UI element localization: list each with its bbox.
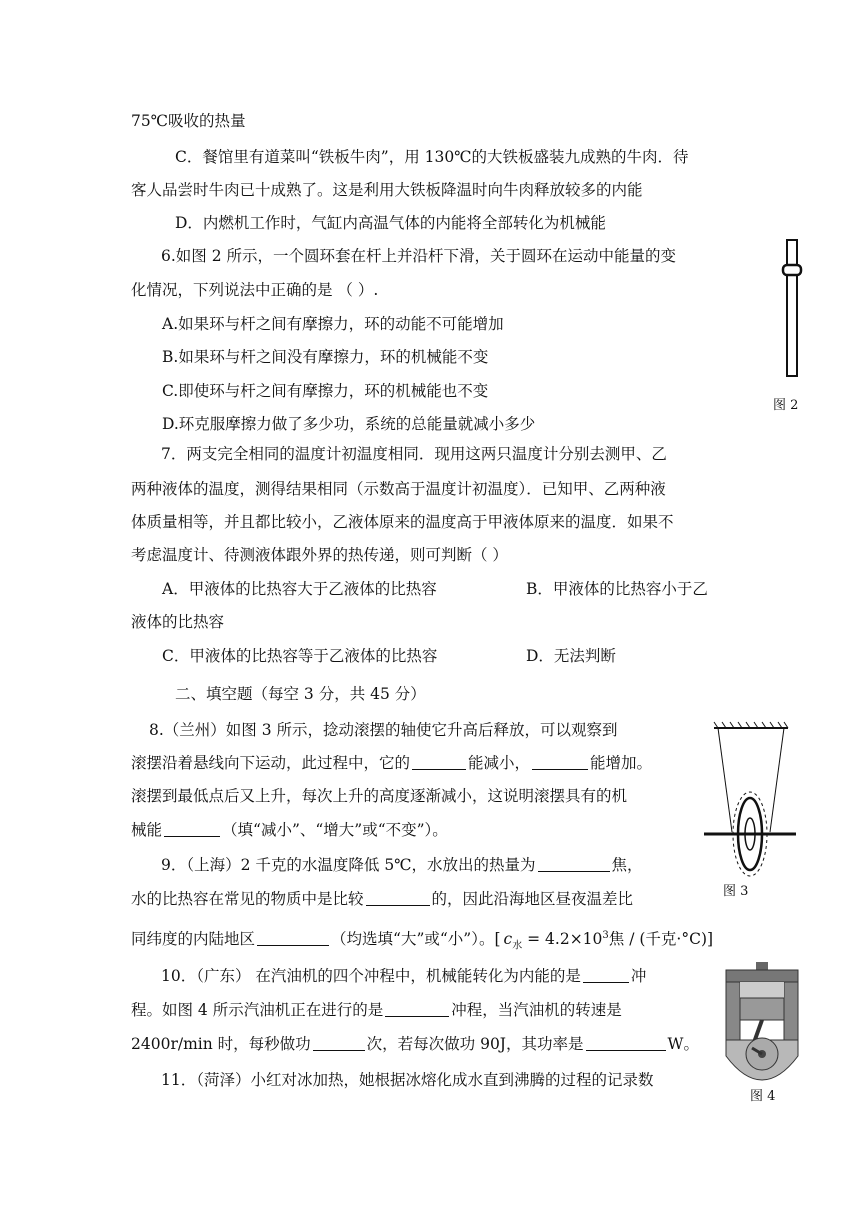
answer-blank[interactable] [366,890,430,906]
text-line: 滚摆到最低点后又上升，每次上升的高度逐渐减小，这说明滚摆具有的机 [131,787,628,805]
formula-c: c [503,930,513,949]
question-10: 10．（广东） 在汽油机的四个冲程中，机械能转化为内能的是 冲 [161,967,647,985]
question-10-line2: 程。如图 4 所示汽油机正在进行的是 冲程，当汽油机的转速是 [131,1001,622,1019]
question-7: 7．两支完全相同的温度计初温度相同．现用这两只温度计分别去测甲、乙 [161,445,667,463]
option-c-7: C．甲液体的比热容等于乙液体的比热容 [162,647,438,665]
text-line: 客人品尝时牛肉已十成熟了。这是利用大铁板降温时向牛肉释放较多的内能 [131,181,643,199]
answer-blank[interactable] [257,930,329,946]
option-c-5: C．餐馆里有道菜叫“铁板牛肉”，用 130℃的大铁板盛装九成熟的牛肉．待 [175,148,689,166]
question-9-line3: 同纬度的内陆地区 （均选填“大”或“小”）。[ $c_水 = 4.2\times 10^3$焦 / (千克·°C)] [131,930,714,952]
answer-blank[interactable] [412,754,466,770]
option-d-5: D．内燃机工作时，气缸内高温气体的内能将全部转化为机械能 [175,214,606,232]
answer-blank[interactable] [532,754,588,770]
answer-blank[interactable] [313,1035,365,1051]
formula-unit: 焦 / (千克·°C) [608,930,707,949]
option-a-7: A．甲液体的比热容大于乙液体的比热容 [162,580,437,598]
option-c-6: C.即使环与杆之间有摩擦力，环的机械能也不变 [162,382,489,400]
answer-blank[interactable] [586,1035,666,1051]
option-d-6: D.环克服摩擦力做了多少功，系统的总能量就减小多少 [162,415,536,433]
text-line: 考虑温度计、待测液体跟外界的热传递，则可判断（ ） [131,546,508,564]
figure-3-rolling-pendulum [700,720,800,878]
text-line: 化情况，下列说法中正确的是 （ ）. [131,281,379,299]
question-8-line2: 滚摆沿着悬线向下运动，此过程中，它的 能减小， 能增加。 [131,754,653,772]
question-9-line2: 水的比热容在常见的物质中是比较 的，因此沿海地区昼夜温差比 [131,890,634,908]
figure-4-engine-cylinder [720,960,804,1084]
figure-2-caption: 图 2 [773,398,799,413]
option-a-6: A.如果环与杆之间有摩擦力，环的动能不可能增加 [162,315,504,333]
figure-2-rod-ring [778,238,808,380]
figure-3-caption: 图 3 [723,884,749,899]
text-line: 两种液体的温度，测得结果相同（示数高于温度计初温度）．已知甲、乙两种液 [131,480,666,498]
question-11: 11．（菏泽）小红对冰加热，她根据冰熔化成水直到沸腾的过程的记录数 [161,1071,654,1089]
formula-subscript: 水 [512,940,523,952]
figure-4-caption: 图 4 [750,1089,776,1104]
section-heading: 二、填空题（每空 3 分，共 45 分） [175,685,426,703]
text-line: 液体的比热容 [131,613,225,631]
text-line: 75℃吸收的热量 [131,112,246,130]
answer-blank[interactable] [385,1001,449,1017]
answer-blank[interactable] [583,967,629,983]
question-9: 9．（上海）2 千克的水温度降低 5℃，水放出的热量为 焦， [161,856,643,874]
formula-bracket: ] [707,930,714,949]
question-8: 8.（兰州）如图 3 所示，捻动滚摆的轴使它升高后释放，可以观察到 [149,721,618,739]
answer-blank[interactable] [538,856,610,872]
text-line: 体质量相等，并且都比较小，乙液体原来的温度高于甲液体原来的温度．如果不 [131,513,674,531]
option-d-7: D．无法判断 [526,647,616,665]
question-6: 6.如图 2 所示，一个圆环套在杆上并沿杆下滑，关于圆环在运动中能量的变 [161,247,677,265]
question-10-line3: 2400r/min 时，每秒做功 次，若每次做功 90J，其功率是 W。 [131,1035,699,1053]
formula-exponent: 3 [602,930,609,941]
formula-value: = 4.2×10 [522,930,603,949]
answer-blank[interactable] [164,821,220,837]
option-b-6: B.如果环与杆之间没有摩擦力，环的机械能不变 [162,348,489,366]
question-8-line4: 械能 （填“减小”、“增大”或“不变”）。 [131,821,448,839]
option-b-7: B．甲液体的比热容小于乙 [526,580,708,598]
